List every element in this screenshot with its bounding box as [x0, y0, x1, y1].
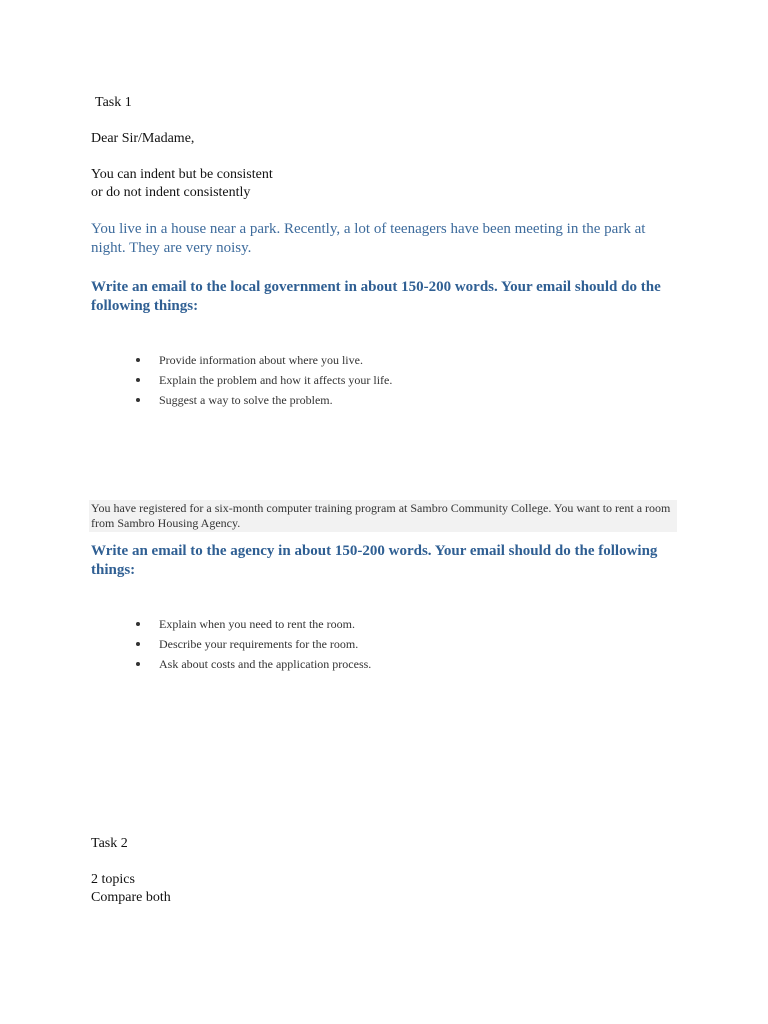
list-item-text: Explain when you need to rent the room. — [159, 617, 355, 631]
list-item-text: Suggest a way to solve the problem. — [159, 393, 333, 407]
bullet-icon — [136, 662, 140, 666]
list-item-text: Ask about costs and the application process. — [159, 657, 372, 671]
list-item — [136, 390, 392, 410]
greeting: Dear Sir/Madame, — [91, 131, 195, 146]
bullet-icon — [136, 642, 140, 646]
bullet-icon — [136, 378, 140, 382]
list-item — [136, 350, 392, 370]
prompt2-heading: Write an email to the agency in about 150-200 words. Your email should do the following things: — [91, 543, 658, 578]
task1-title: Task 1 — [95, 95, 132, 110]
list-item — [136, 654, 371, 674]
bullet-icon — [136, 358, 140, 362]
indent-note-line-2: or do not indent consistently — [91, 185, 251, 200]
list-item — [136, 634, 371, 654]
list-item-text: Describe your requirements for the room. — [159, 637, 359, 651]
task2-line-2: Compare both — [91, 890, 171, 905]
bullet-icon — [136, 622, 140, 626]
prompt2-intro: You have registered for a six-month computer training program at Sambro Community College. You want to rent a room from Sambro Housing Agency. — [89, 500, 677, 532]
prompt1-heading: Write an email to the local government in about 150-200 words. Your email should do the following things: — [91, 279, 661, 314]
list-item-text: Provide information about where you live. — [159, 353, 363, 367]
prompt2-bullet-list — [136, 614, 371, 674]
bullet-icon — [136, 398, 140, 402]
indent-note-line-1: You can indent but be consistent — [91, 167, 273, 182]
task2-line-1: 2 topics — [91, 872, 135, 887]
list-item — [136, 370, 392, 390]
task2-title: Task 2 — [91, 836, 128, 851]
list-item-text: Explain the problem and how it affects your life. — [159, 373, 393, 387]
list-item — [136, 614, 371, 634]
prompt1-intro: You live in a house near a park. Recently, a lot of teenagers have been meeting in the park at night. They are very noisy. — [91, 221, 646, 256]
prompt1-bullet-list — [136, 350, 392, 410]
